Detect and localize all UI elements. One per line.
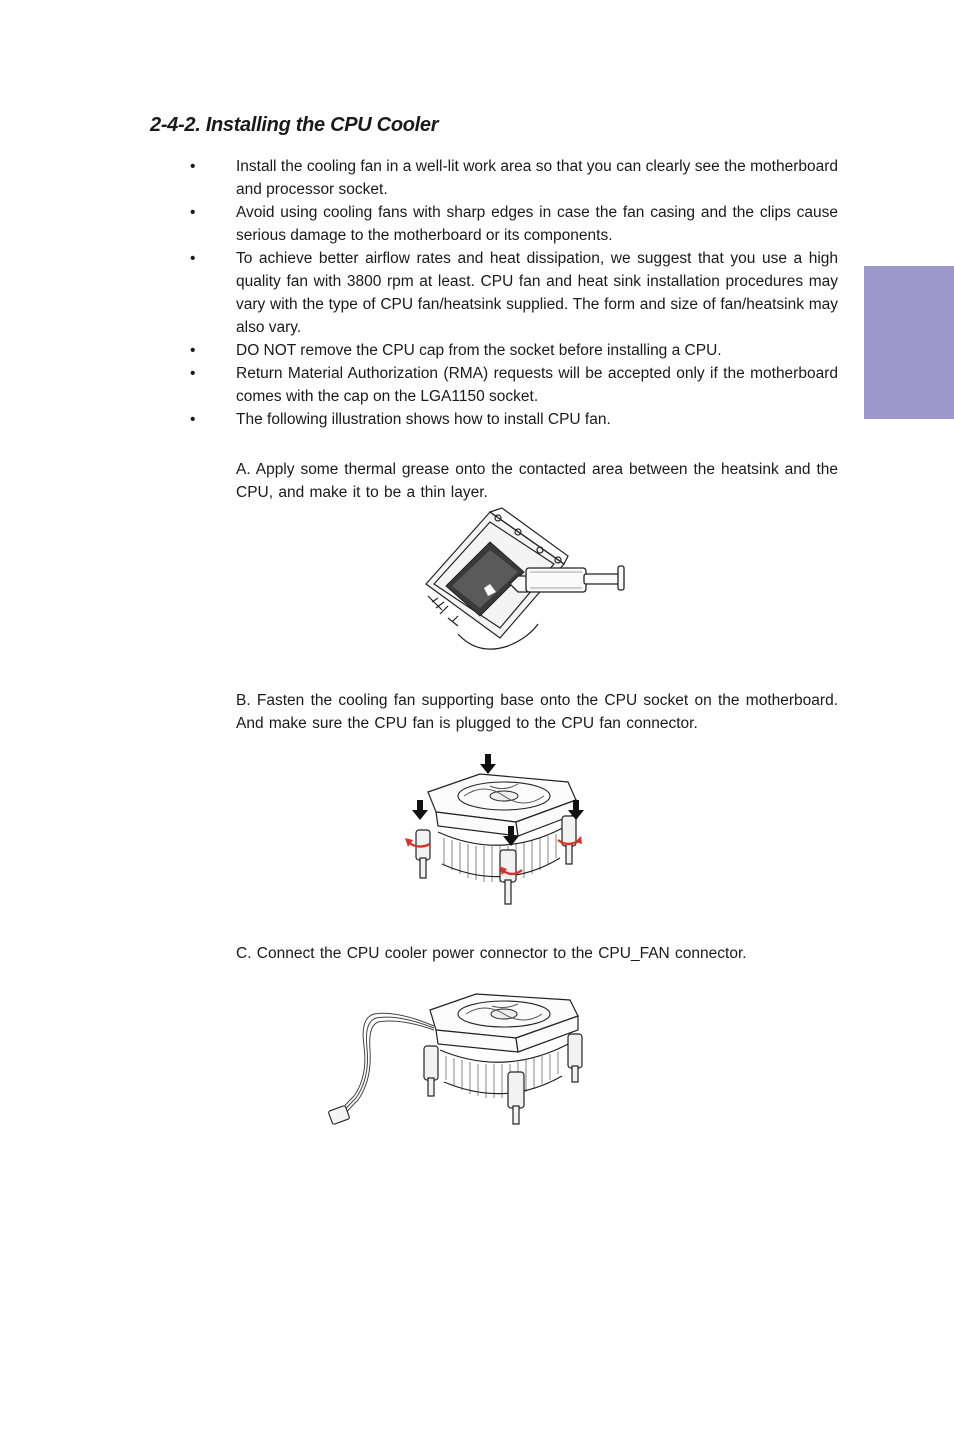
list-item: • Install the cooling fan in a well-lit work area so that you can clearly see the motherboard and processor socket. xyxy=(190,155,838,201)
bullet-icon: • xyxy=(190,204,196,221)
precaution-list xyxy=(190,155,838,431)
bullet-icon: • xyxy=(190,158,196,175)
list-item: • The following illustration shows how to install CPU fan. xyxy=(190,408,838,431)
cooler-connector-illustration xyxy=(326,986,592,1130)
bullet-icon: • xyxy=(190,365,196,382)
fasten-cooler-illustration xyxy=(404,752,588,908)
step-b-text: B. Fasten the cooling fan supporting base onto the CPU socket on the motherboard. And make sure the CPU fan is plugged to the CPU fan connector. xyxy=(236,692,838,732)
bullet-icon: • xyxy=(190,411,196,428)
list-item: • DO NOT remove the CPU cap from the socket before installing a CPU. xyxy=(190,339,838,362)
list-item: • Avoid using cooling fans with sharp edges in case the fan casing and the clips cause serious damage to the motherboard or its components. xyxy=(190,201,838,247)
chapter-side-tab xyxy=(864,266,954,419)
list-item: • Return Material Authorization (RMA) requests will be accepted only if the motherboard comes with the cap on the LGA1150 socket. xyxy=(190,362,838,408)
step-a-text: A. Apply some thermal grease onto the contacted area between the heatsink and the CPU, and make it to be a thin layer. xyxy=(236,461,838,501)
bullet-icon: • xyxy=(190,250,196,267)
section-title: 2-4-2. Installing the CPU Cooler xyxy=(150,114,439,136)
step-c-text: C. Connect the CPU cooler power connector to the CPU_FAN connector. xyxy=(236,945,747,962)
list-item: • To achieve better airflow rates and heat dissipation, we suggest that you use a high quality fan with 3800 rpm at least. CPU fan and heat sink installation procedures may vary with the type of CPU fan/heatsink supplied. The form and size of fan/heatsink may also vary. xyxy=(190,247,838,339)
thermal-grease-illustration xyxy=(418,506,630,658)
bullet-icon: • xyxy=(190,342,196,359)
